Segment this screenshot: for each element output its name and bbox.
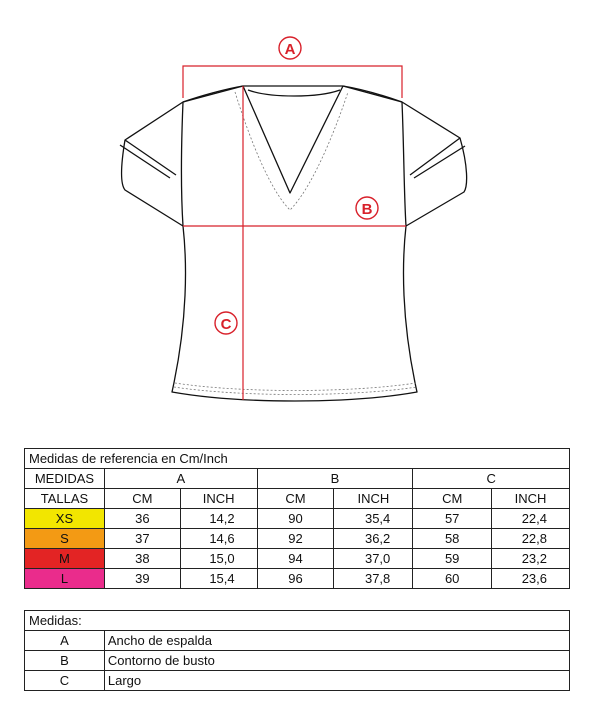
legend-description: Ancho de espalda <box>104 631 569 651</box>
measurements-legend-table <box>24 610 570 691</box>
table-row <box>25 569 570 589</box>
table-cell: 94 <box>257 549 334 569</box>
size-badge-xs: XS <box>25 509 105 529</box>
legend-key: A <box>25 631 105 651</box>
tshirt-stitching <box>174 92 417 395</box>
list-item <box>25 671 570 691</box>
measures-row-label: MEDIDAS <box>25 469 105 489</box>
table-cell: 36,2 <box>334 529 413 549</box>
table-cell: 96 <box>257 569 334 589</box>
table-cell: 14,6 <box>180 529 257 549</box>
group-header-a: A <box>104 469 257 489</box>
sizes-row-label: TALLAS <box>25 489 105 509</box>
unit-header: INCH <box>180 489 257 509</box>
legend-title: Medidas: <box>25 611 570 631</box>
legend-title-row <box>25 611 570 631</box>
list-item <box>25 631 570 651</box>
unit-header: CM <box>104 489 180 509</box>
table-cell: 38 <box>104 549 180 569</box>
measures-header-row <box>25 469 570 489</box>
table-cell: 14,2 <box>180 509 257 529</box>
table-cell: 15,0 <box>180 549 257 569</box>
tshirt-outline <box>120 86 467 401</box>
table-cell: 37 <box>104 529 180 549</box>
table-cell: 23,2 <box>492 549 570 569</box>
measure-a-label: A <box>284 41 296 58</box>
table-cell: 37,0 <box>334 549 413 569</box>
unit-header: CM <box>413 489 492 509</box>
size-chart-table <box>24 448 570 589</box>
table-cell: 39 <box>104 569 180 589</box>
units-header-row <box>25 489 570 509</box>
group-header-c: C <box>413 469 570 489</box>
table-cell: 57 <box>413 509 492 529</box>
table-cell: 36 <box>104 509 180 529</box>
measure-b-label: B <box>361 201 373 218</box>
unit-header: CM <box>257 489 334 509</box>
group-header-b: B <box>257 469 413 489</box>
table-row <box>25 549 570 569</box>
table-cell: 35,4 <box>334 509 413 529</box>
table-cell: 37,8 <box>334 569 413 589</box>
table-cell: 59 <box>413 549 492 569</box>
size-badge-s: S <box>25 529 105 549</box>
measure-c-marker <box>215 312 237 334</box>
size-badge-l: L <box>25 569 105 589</box>
table-cell: 22,4 <box>492 509 570 529</box>
table-cell: 58 <box>413 529 492 549</box>
table-row <box>25 509 570 529</box>
size-badge-m: M <box>25 549 105 569</box>
table-cell: 92 <box>257 529 334 549</box>
unit-header: INCH <box>334 489 413 509</box>
list-item <box>25 651 570 671</box>
legend-key: B <box>25 651 105 671</box>
legend-description: Contorno de busto <box>104 651 569 671</box>
table-row <box>25 529 570 549</box>
legend-description: Largo <box>104 671 569 691</box>
table-cell: 15,4 <box>180 569 257 589</box>
measure-a-marker <box>279 37 301 59</box>
measure-c-label: C <box>220 316 232 333</box>
measure-b-marker <box>356 197 378 219</box>
table-cell: 90 <box>257 509 334 529</box>
unit-header: INCH <box>492 489 570 509</box>
table-cell: 23,6 <box>492 569 570 589</box>
table-cell: 22,8 <box>492 529 570 549</box>
legend-key: C <box>25 671 105 691</box>
size-table-title: Medidas de referencia en Cm/Inch <box>25 449 570 469</box>
size-table-title-row <box>25 449 570 469</box>
table-cell: 60 <box>413 569 492 589</box>
